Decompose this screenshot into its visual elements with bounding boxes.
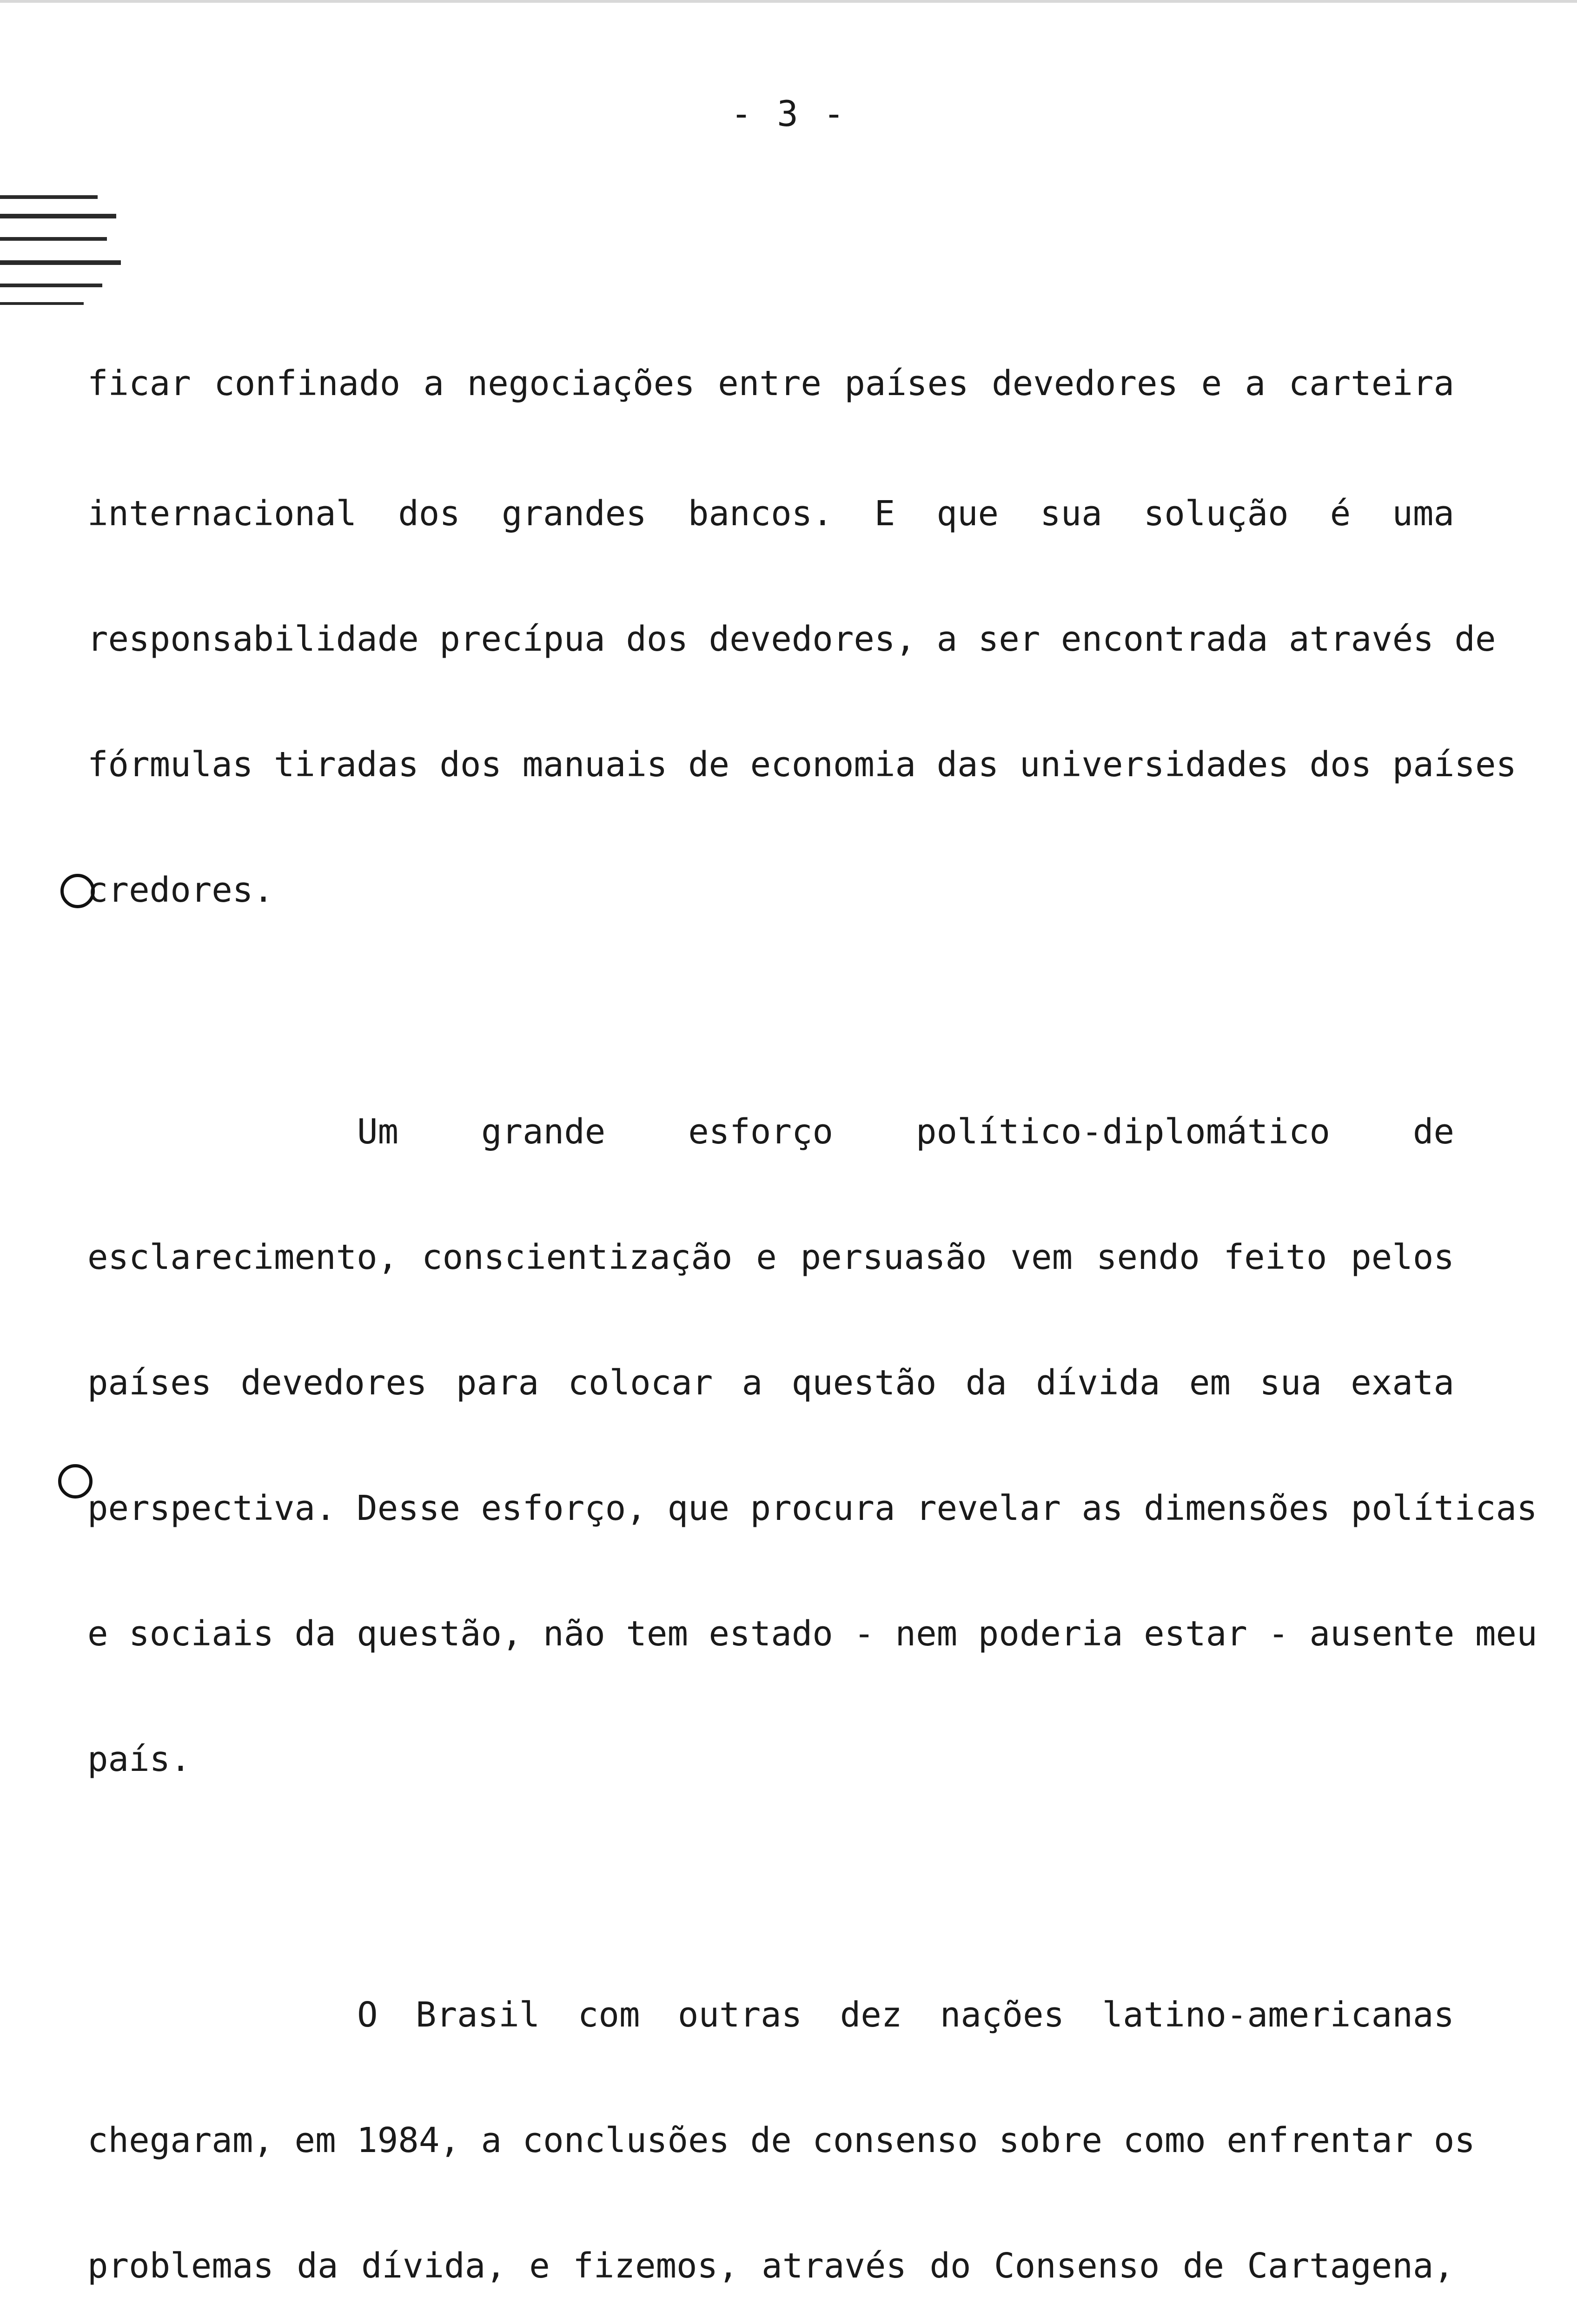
- scan-artifact: [0, 260, 121, 265]
- text-line: ficar confinado a negociações entre países devedores e a carteira: [87, 363, 1454, 403]
- text-line: responsabilidade precípua dos devedores, a ser encontrada através de: [87, 619, 1496, 659]
- text-line: fórmulas tiradas dos manuais de economia das universidades dos países: [87, 745, 1517, 785]
- text-line: O Brasil com outras dez nações latino-americanas: [357, 1995, 1454, 2035]
- punch-hole-mark: [60, 874, 95, 908]
- text-line: país.: [87, 1739, 191, 1779]
- scan-artifact: [0, 214, 116, 218]
- scan-artifact: [0, 237, 107, 241]
- text-line: esclarecimento, conscientização e persuasão vem sendo feito pelos: [87, 1237, 1454, 1277]
- text-line: países devedores para colocar a questão da dívida em sua exata: [87, 1363, 1454, 1403]
- text-line: e sociais da questão, não tem estado - nem poderia estar - ausente meu: [87, 1614, 1537, 1654]
- page-number: - 3 -: [730, 93, 847, 134]
- scan-artifact: [0, 284, 102, 287]
- scan-top-edge: [0, 0, 1577, 3]
- punch-hole-mark: [58, 1464, 93, 1499]
- text-line: perspectiva. Desse esforço, que procura revelar as dimensões políticas: [87, 1488, 1537, 1528]
- text-line: chegaram, em 1984, a conclusões de consenso sobre como enfrentar os: [87, 2120, 1475, 2160]
- text-line: internacional dos grandes bancos. E que sua solução é uma: [87, 494, 1454, 534]
- scan-artifact: [0, 195, 98, 199]
- scan-artifact: [0, 302, 84, 305]
- text-line: Um grande esforço político-diplomático de: [357, 1112, 1454, 1152]
- text-line: problemas da dívida, e fizemos, através do Consenso de Cartagena,: [87, 2246, 1454, 2286]
- text-line: credores.: [87, 870, 274, 910]
